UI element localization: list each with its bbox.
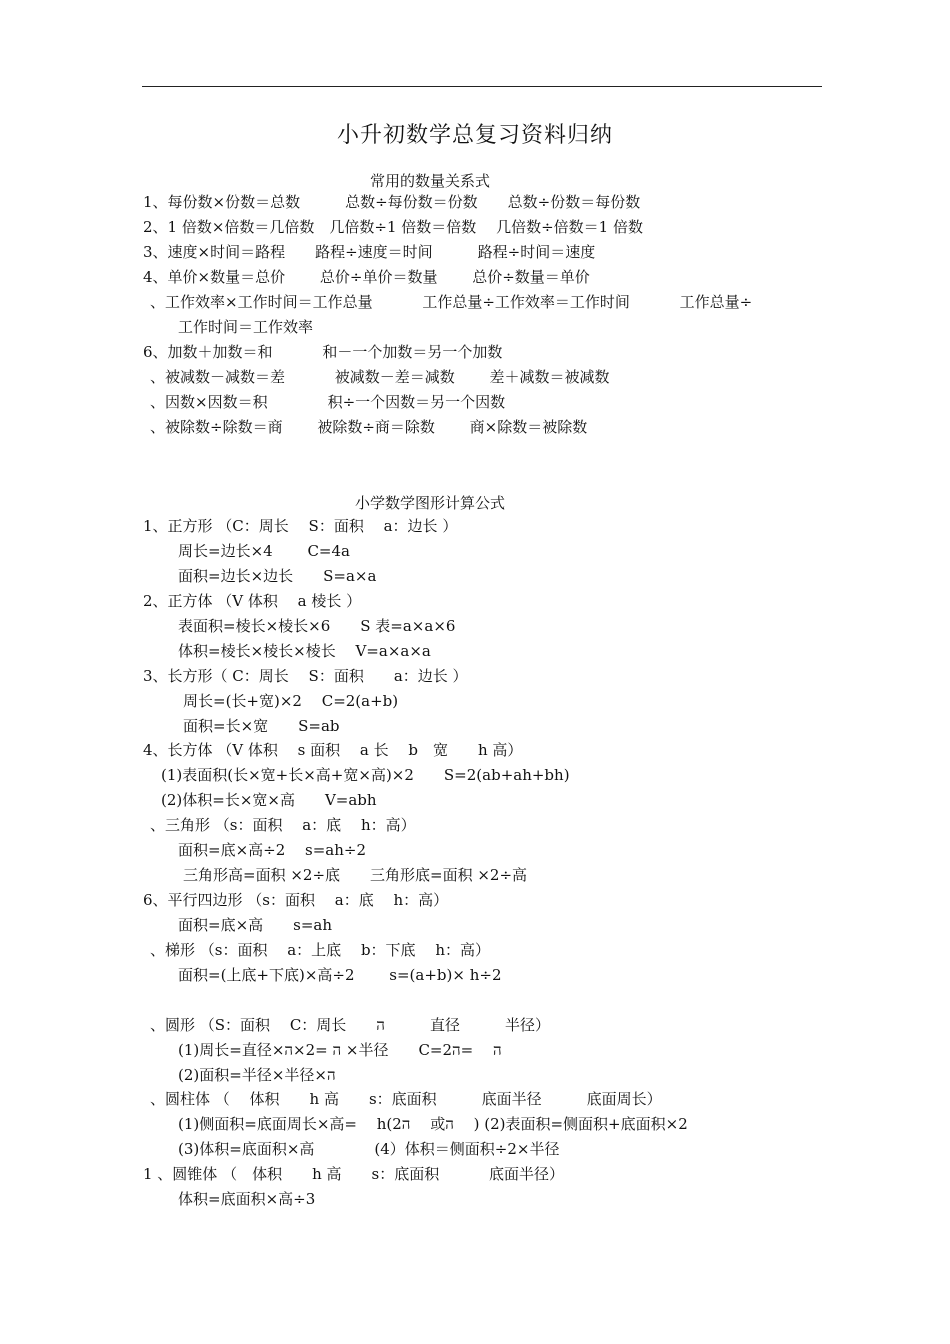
- formula-line: 1、正方形 （C：周长 S：面积 a：边长 ）: [143, 517, 458, 535]
- formula-line: (1)周长=直径×ה =2×ה ×半径 C=ה =ה2: [178, 1041, 502, 1059]
- formula-line: 三角形高=面积 ×2÷底 三角形底=面积 ×2÷高: [183, 866, 528, 884]
- formula-line: 4、单价×数量＝总价 总价÷单价＝数量 总价÷数量＝单价: [143, 268, 590, 286]
- formula-line: 、被减数－减数＝差 被减数－差＝减数 差＋减数＝被减数: [150, 368, 610, 386]
- formula-line: 6、平行四边形 （s：面积 a：底 h：高）: [143, 891, 449, 909]
- formula-line: 、圆柱体 （ 体积 h 高 s：底面积 底面半径 底面周长）: [150, 1090, 662, 1108]
- formula-line: 、工作效率×工作时间＝工作总量 工作总量÷工作效率＝工作时间 工作总量÷: [150, 293, 753, 311]
- formula-line: 面积=长×宽 S=ab: [183, 717, 340, 735]
- formula-line: 面积=底×高 s=ah: [178, 916, 333, 934]
- section-heading-shapes: 小学数学图形计算公式: [354, 494, 505, 512]
- section-heading-relations: 常用的数量关系式: [369, 172, 490, 190]
- formula-line: 1、每份数×份数＝总数 总数÷每份数＝份数 总数÷份数＝每份数: [143, 193, 641, 211]
- formula-line: 、梯形 （s：面积 a：上底 b：下底 h：高）: [150, 941, 490, 959]
- formula-line: 体积=棱长×棱长×棱长 V=a×a×a: [178, 642, 431, 660]
- formula-line: (1)表面积(长×宽+长×高+宽×高)×2 S=2(ab+ah+bh): [161, 766, 570, 784]
- formula-line: 3、速度×时间＝路程 路程÷速度＝时间 路程÷时间＝速度: [143, 243, 596, 261]
- formula-line: 4、长方体 （V 体积 s 面积 a 长 b 宽 h 高）: [143, 741, 523, 759]
- formula-line: 面积=边长×边长 S=a×a: [178, 567, 377, 585]
- formula-line: 工作时间＝工作效率: [178, 318, 314, 336]
- formula-line: 体积=底面积×高÷3: [178, 1190, 316, 1208]
- page-title: 小升初数学总复习资料归纳: [336, 123, 613, 148]
- formula-line: 、三角形 （s：面积 a：底 h：高）: [150, 816, 416, 834]
- formula-line: 面积=(上底+下底)×高÷2 s=(a+b)× h÷2: [178, 966, 502, 984]
- formula-line: 面积=底×高÷2 s=ah÷2: [178, 841, 366, 859]
- formula-line: 表面积=棱长×棱长×6 S 表=a×a×6: [178, 617, 456, 635]
- formula-line: 周长=(长+宽)×2 C=2(a+b): [183, 692, 399, 710]
- formula-line: 6、加数＋加数＝和 和－一个加数＝另一个加数: [143, 343, 503, 361]
- formula-line: 1 、圆锥体 （ 体积 h 高 s：底面积 底面半径）: [143, 1165, 564, 1183]
- formula-line: 3、长方形（ C：周长 S：面积 a：边长 ）: [143, 667, 468, 685]
- formula-line: 、因数×因数＝积 积÷一个因数＝另一个因数: [150, 393, 506, 411]
- formula-line: (2)面积=半径×半径×ה: [178, 1066, 336, 1084]
- formula-line: 周长=边长×4 C=4a: [178, 542, 350, 560]
- formula-line: (3)体积=底面积×高 (4）体积＝侧面积÷2×半径: [178, 1140, 560, 1158]
- formula-line: 2、1 倍数×倍数＝几倍数 几倍数÷1 倍数＝倍数 几倍数÷倍数＝1 倍数: [143, 218, 643, 236]
- formula-line: 2、正方体 （V 体积 a 棱长 ）: [143, 592, 362, 610]
- top-rule: [142, 86, 822, 87]
- formula-line: (2)体积=长×宽×高 V=abh: [161, 791, 377, 809]
- formula-line: 、被除数÷除数＝商 被除数÷商＝除数 商×除数＝被除数: [150, 418, 588, 436]
- formula-line: (1)侧面积=底面周长×高= h(ה2 或ה ) (2)表面积=侧面积+底面积×2: [178, 1115, 688, 1133]
- formula-line: 、圆形 （S：面积 C：周长 ה 直径 半径）: [150, 1016, 550, 1034]
